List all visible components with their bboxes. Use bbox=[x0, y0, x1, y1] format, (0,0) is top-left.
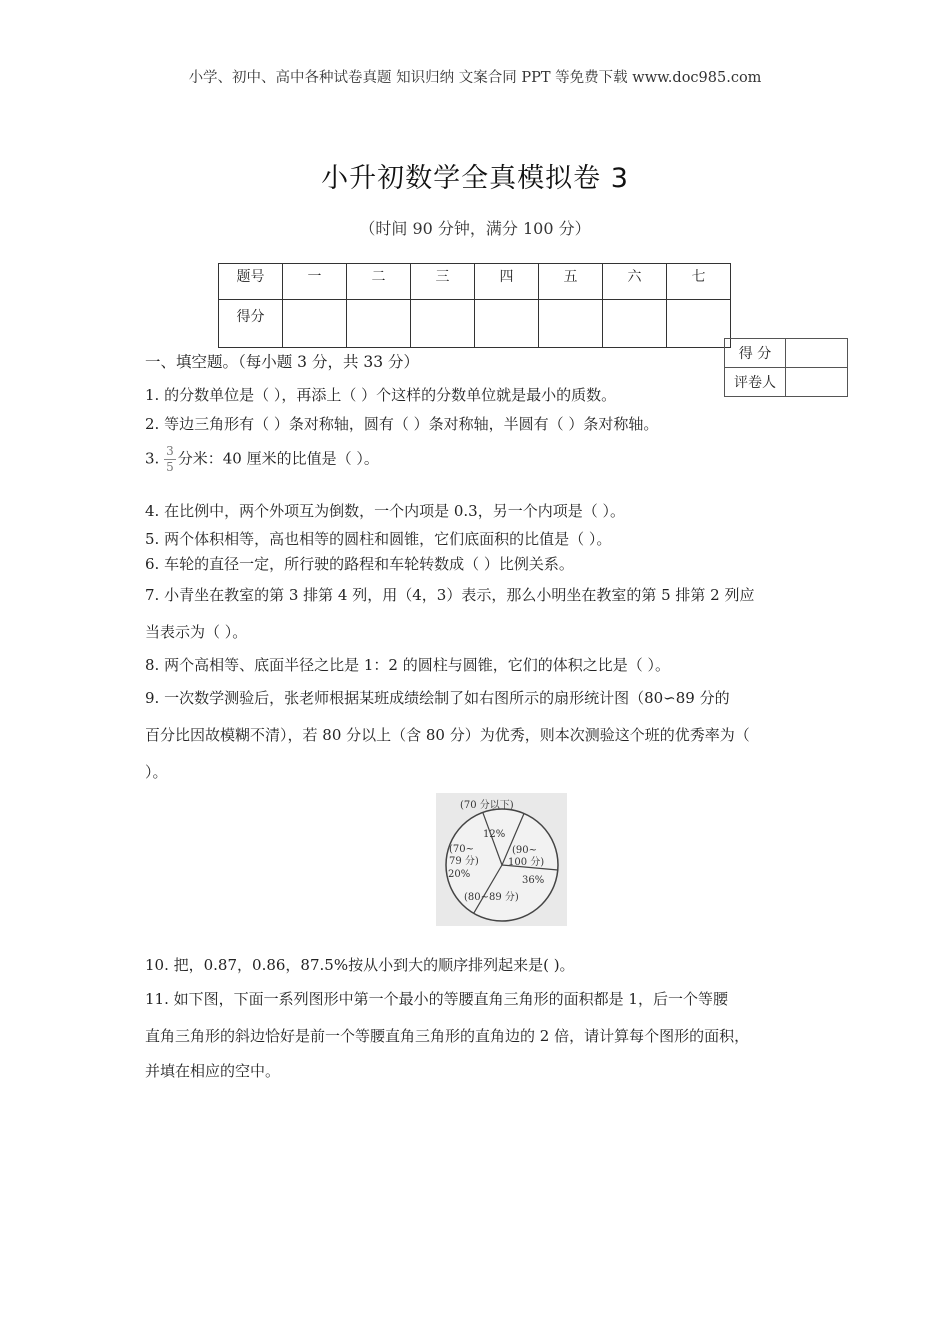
question-3-text: 分米：40 厘米的比值是（ ）。 bbox=[177, 449, 379, 468]
grader-score-blank[interactable] bbox=[786, 339, 848, 368]
header-watermark: 小学、初中、高中各种试卷真题 知识归纳 文案合同 PPT 等免费下载 www.doc985.com bbox=[188, 70, 762, 86]
question-11-line-2: 直角三角形的斜边恰好是前一个等腰直角三角形的直角边的 2 倍，请计算每个图形的面积， bbox=[145, 1027, 750, 1045]
question-9-line-3: ）。 bbox=[145, 763, 168, 781]
score-cell-header: 六 bbox=[603, 264, 667, 300]
score-cell-header: 四 bbox=[475, 264, 539, 300]
pie-chart bbox=[436, 793, 567, 926]
question-6: 6. 车轮的直径一定，所行驶的路程和车轮转数成（ ）比例关系。 bbox=[145, 555, 574, 573]
section-heading-fill-in: 一、填空题。（每小题 3 分，共 33 分） bbox=[145, 353, 420, 371]
question-11-line-1: 11. 如下图，下面一系列图形中第一个最小的等腰直角三角形的面积都是 1，后一个等腰 bbox=[145, 990, 728, 1008]
question-1: 1. 的分数单位是（ ），再添上（ ）个这样的分数单位就是最小的质数。 bbox=[145, 386, 617, 404]
pie-label-70-79-b: 79 分) bbox=[449, 856, 479, 867]
question-11-line-3: 并填在相应的空中。 bbox=[145, 1062, 281, 1080]
page-subtitle: （时间 90 分钟，满分 100 分） bbox=[359, 219, 591, 238]
page-title: 小升初数学全真模拟卷 3 bbox=[321, 163, 629, 194]
question-2: 2. 等边三角形有（ ）条对称轴，圆有（ ）条对称轴，半圆有（ ）条对称轴。 bbox=[145, 415, 659, 433]
pie-label-20-percent: 20% bbox=[448, 869, 471, 880]
question-3-number: 3. bbox=[145, 449, 160, 468]
score-cell-blank[interactable] bbox=[603, 300, 667, 348]
pie-chart-figure bbox=[436, 793, 567, 926]
question-3 bbox=[145, 444, 815, 475]
score-cell-header: 二 bbox=[347, 264, 411, 300]
score-cell-blank[interactable] bbox=[539, 300, 603, 348]
score-cell-blank[interactable] bbox=[475, 300, 539, 348]
question-10: 10. 把，0.87，0.86，87.5%按从小到大的顺序排列起来是( )。 bbox=[145, 956, 575, 974]
pie-label-90-100-a: (90~ bbox=[512, 845, 538, 856]
pie-label-90-100-b: 100 分) bbox=[508, 857, 545, 868]
score-cell-blank[interactable] bbox=[283, 300, 347, 348]
score-cell-blank[interactable] bbox=[411, 300, 475, 348]
question-7-line-1: 7. 小青坐在教室的第 3 排第 4 列，用（4，3）表示，那么小明坐在教室的第 5 排第 2 列应 bbox=[145, 586, 755, 604]
grader-name-label: 评卷人 bbox=[725, 368, 786, 397]
score-cell-header: 三 bbox=[411, 264, 475, 300]
question-5: 5. 两个体积相等，高也相等的圆柱和圆锥，它们底面积的比值是（ ）。 bbox=[145, 530, 612, 548]
score-table-score-row bbox=[219, 300, 731, 348]
score-cell-header: 五 bbox=[539, 264, 603, 300]
score-cell-label: 得分 bbox=[219, 300, 283, 348]
question-7-line-2: 当表示为（ ）。 bbox=[145, 623, 248, 641]
score-cell-label: 题号 bbox=[219, 264, 283, 300]
question-8: 8. 两个高相等、底面半径之比是 1：2 的圆柱与圆锥，它们的体积之比是（ ）。 bbox=[145, 656, 670, 674]
score-table-header-row bbox=[219, 264, 731, 300]
pie-label-80-89: (80~89 分) bbox=[464, 892, 519, 903]
pie-label-below-70: (70 分以下) bbox=[460, 800, 514, 811]
question-9-line-2: 百分比因故模糊不清），若 80 分以上（含 80 分）为优秀，则本次测验这个班的优秀率为（ bbox=[145, 726, 750, 744]
pie-label-70-79-a: (70~ bbox=[449, 844, 475, 855]
fraction-numerator: 3 bbox=[166, 444, 174, 458]
question-4: 4. 在比例中，两个外项互为倒数，一个内项是 0.3，另一个内项是（ ）。 bbox=[145, 502, 625, 520]
pie-label-12-percent: 12% bbox=[483, 829, 506, 840]
score-cell-blank[interactable] bbox=[667, 300, 731, 348]
pie-label-36-percent: 36% bbox=[522, 875, 545, 886]
score-cell-header: 一 bbox=[283, 264, 347, 300]
score-table bbox=[218, 263, 731, 348]
fraction bbox=[164, 444, 176, 475]
score-cell-blank[interactable] bbox=[347, 300, 411, 348]
score-cell-header: 七 bbox=[667, 264, 731, 300]
fraction-denominator: 5 bbox=[166, 460, 174, 474]
question-9-line-1: 9. 一次数学测验后，张老师根据某班成绩绘制了如右图所示的扇形统计图（80∽89 分的 bbox=[145, 689, 730, 707]
grader-score-label: 得 分 bbox=[725, 339, 786, 368]
